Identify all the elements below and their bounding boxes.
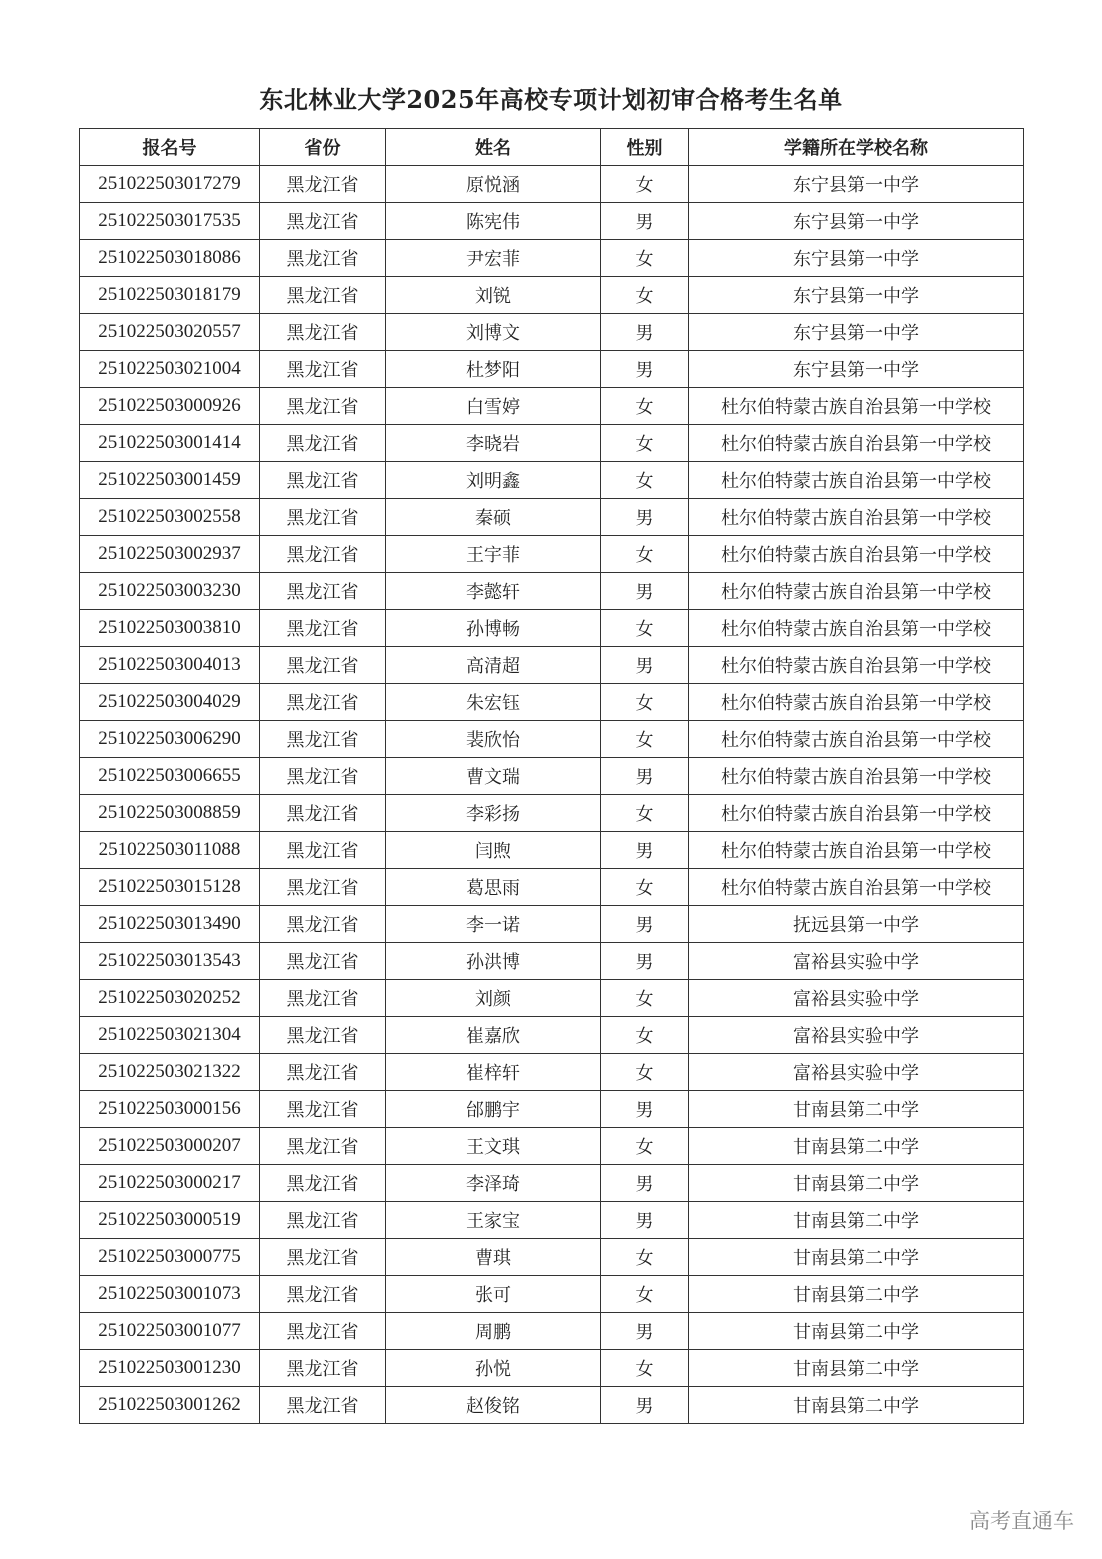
cell-province: 黑龙江省 [260,240,386,277]
cell-gender: 男 [601,1387,689,1424]
column-header-registration-number: 报名号 [80,129,260,166]
cell-name: 刘颜 [386,980,601,1017]
table-row [80,832,1024,869]
cell-school: 甘南县第二中学 [689,1276,1024,1313]
cell-name: 刘锐 [386,277,601,314]
cell-school: 富裕县实验中学 [689,1017,1024,1054]
cell-registration-number: 251022503000207 [80,1128,260,1165]
cell-province: 黑龙江省 [260,1017,386,1054]
table-row [80,425,1024,462]
cell-registration-number: 251022503000217 [80,1165,260,1202]
cell-province: 黑龙江省 [260,573,386,610]
cell-name: 邰鹏宇 [386,1091,601,1128]
cell-province: 黑龙江省 [260,166,386,203]
cell-name: 李一诺 [386,906,601,943]
cell-name: 李彩扬 [386,795,601,832]
table-row [80,1239,1024,1276]
page-title: 东北林业大学2025年高校专项计划初审合格考生名单 [259,85,843,114]
column-header-name: 姓名 [386,129,601,166]
cell-registration-number: 251022503001262 [80,1387,260,1424]
cell-province: 黑龙江省 [260,795,386,832]
table-row [80,536,1024,573]
cell-province: 黑龙江省 [260,1054,386,1091]
cell-school: 抚远县第一中学 [689,906,1024,943]
cell-name: 秦硕 [386,499,601,536]
cell-province: 黑龙江省 [260,758,386,795]
cell-gender: 女 [601,980,689,1017]
cell-name: 崔梓轩 [386,1054,601,1091]
cell-registration-number: 251022503001459 [80,462,260,499]
cell-gender: 男 [601,832,689,869]
cell-name: 闫煦 [386,832,601,869]
cell-name: 刘明鑫 [386,462,601,499]
cell-gender: 男 [601,943,689,980]
cell-province: 黑龙江省 [260,203,386,240]
column-header-gender: 性别 [601,129,689,166]
table-row [80,1313,1024,1350]
cell-school: 东宁县第一中学 [689,351,1024,388]
table-row [80,721,1024,758]
cell-gender: 女 [601,610,689,647]
table-row [80,1165,1024,1202]
cell-province: 黑龙江省 [260,388,386,425]
cell-gender: 男 [601,1165,689,1202]
cell-gender: 女 [601,721,689,758]
cell-gender: 女 [601,388,689,425]
table-row [80,1128,1024,1165]
candidate-table [79,128,1024,1424]
cell-registration-number: 251022503003230 [80,573,260,610]
cell-gender: 男 [601,647,689,684]
cell-name: 崔嘉欣 [386,1017,601,1054]
cell-province: 黑龙江省 [260,1128,386,1165]
cell-registration-number: 251022503018179 [80,277,260,314]
cell-registration-number: 251022503001073 [80,1276,260,1313]
cell-registration-number: 251022503001414 [80,425,260,462]
cell-school: 杜尔伯特蒙古族自治县第一中学校 [689,499,1024,536]
cell-province: 黑龙江省 [260,610,386,647]
cell-province: 黑龙江省 [260,462,386,499]
cell-school: 杜尔伯特蒙古族自治县第一中学校 [689,684,1024,721]
cell-name: 高清超 [386,647,601,684]
cell-province: 黑龙江省 [260,647,386,684]
cell-province: 黑龙江省 [260,684,386,721]
cell-gender: 女 [601,425,689,462]
cell-school: 杜尔伯特蒙古族自治县第一中学校 [689,462,1024,499]
cell-registration-number: 251022503000156 [80,1091,260,1128]
cell-province: 黑龙江省 [260,314,386,351]
cell-province: 黑龙江省 [260,1313,386,1350]
cell-gender: 女 [601,869,689,906]
cell-registration-number: 251022503000926 [80,388,260,425]
cell-registration-number: 251022503001077 [80,1313,260,1350]
cell-name: 白雪婷 [386,388,601,425]
table-row [80,906,1024,943]
cell-gender: 女 [601,1017,689,1054]
cell-gender: 男 [601,314,689,351]
table-row [80,758,1024,795]
cell-gender: 女 [601,1239,689,1276]
cell-registration-number: 251022503017535 [80,203,260,240]
cell-registration-number: 251022503006655 [80,758,260,795]
cell-name: 原悦涵 [386,166,601,203]
cell-name: 裴欣怡 [386,721,601,758]
table-row [80,869,1024,906]
cell-school: 东宁县第一中学 [689,240,1024,277]
table-row [80,203,1024,240]
cell-gender: 男 [601,351,689,388]
cell-gender: 女 [601,462,689,499]
cell-registration-number: 251022503011088 [80,832,260,869]
cell-school: 富裕县实验中学 [689,1054,1024,1091]
table-row [80,1276,1024,1313]
cell-registration-number: 251022503013543 [80,943,260,980]
cell-province: 黑龙江省 [260,721,386,758]
cell-gender: 女 [601,795,689,832]
cell-school: 甘南县第二中学 [689,1313,1024,1350]
cell-school: 杜尔伯特蒙古族自治县第一中学校 [689,647,1024,684]
cell-name: 赵俊铭 [386,1387,601,1424]
cell-registration-number: 251022503001230 [80,1350,260,1387]
cell-registration-number: 251022503018086 [80,240,260,277]
cell-school: 甘南县第二中学 [689,1202,1024,1239]
cell-school: 东宁县第一中学 [689,166,1024,203]
cell-school: 杜尔伯特蒙古族自治县第一中学校 [689,795,1024,832]
cell-gender: 男 [601,906,689,943]
cell-province: 黑龙江省 [260,1387,386,1424]
cell-registration-number: 251022503008859 [80,795,260,832]
table-row [80,1054,1024,1091]
cell-province: 黑龙江省 [260,1165,386,1202]
table-row [80,795,1024,832]
cell-registration-number: 251022503021304 [80,1017,260,1054]
cell-school: 杜尔伯特蒙古族自治县第一中学校 [689,425,1024,462]
cell-name: 周鹏 [386,1313,601,1350]
cell-province: 黑龙江省 [260,425,386,462]
cell-registration-number: 251022503004029 [80,684,260,721]
cell-name: 陈宪伟 [386,203,601,240]
cell-gender: 女 [601,1276,689,1313]
cell-school: 杜尔伯特蒙古族自治县第一中学校 [689,388,1024,425]
cell-name: 李泽琦 [386,1165,601,1202]
cell-name: 张可 [386,1276,601,1313]
cell-registration-number: 251022503015128 [80,869,260,906]
cell-school: 东宁县第一中学 [689,203,1024,240]
table-row [80,647,1024,684]
cell-name: 曹琪 [386,1239,601,1276]
cell-registration-number: 251022503000519 [80,1202,260,1239]
cell-name: 孙悦 [386,1350,601,1387]
cell-school: 杜尔伯特蒙古族自治县第一中学校 [689,758,1024,795]
cell-gender: 女 [601,1128,689,1165]
cell-registration-number: 251022503002558 [80,499,260,536]
cell-province: 黑龙江省 [260,980,386,1017]
cell-registration-number: 251022503002937 [80,536,260,573]
cell-registration-number: 251022503020252 [80,980,260,1017]
table-row [80,240,1024,277]
cell-name: 王文琪 [386,1128,601,1165]
cell-name: 王宇菲 [386,536,601,573]
cell-school: 杜尔伯特蒙古族自治县第一中学校 [689,573,1024,610]
table-row [80,277,1024,314]
cell-gender: 女 [601,166,689,203]
table-row [80,462,1024,499]
table-row [80,1091,1024,1128]
cell-name: 朱宏钰 [386,684,601,721]
table-row [80,166,1024,203]
cell-province: 黑龙江省 [260,1202,386,1239]
cell-province: 黑龙江省 [260,499,386,536]
cell-registration-number: 251022503013490 [80,906,260,943]
cell-gender: 女 [601,277,689,314]
cell-school: 杜尔伯特蒙古族自治县第一中学校 [689,832,1024,869]
cell-school: 甘南县第二中学 [689,1350,1024,1387]
cell-registration-number: 251022503021004 [80,351,260,388]
cell-name: 李懿轩 [386,573,601,610]
cell-province: 黑龙江省 [260,536,386,573]
column-header-school: 学籍所在学校名称 [689,129,1024,166]
cell-school: 甘南县第二中学 [689,1091,1024,1128]
cell-gender: 男 [601,1313,689,1350]
table-row [80,314,1024,351]
cell-province: 黑龙江省 [260,906,386,943]
cell-province: 黑龙江省 [260,351,386,388]
table-row [80,610,1024,647]
cell-name: 孙博畅 [386,610,601,647]
column-header-province: 省份 [260,129,386,166]
cell-school: 杜尔伯特蒙古族自治县第一中学校 [689,610,1024,647]
cell-registration-number: 251022503021322 [80,1054,260,1091]
cell-school: 东宁县第一中学 [689,277,1024,314]
cell-registration-number: 251022503017279 [80,166,260,203]
cell-gender: 女 [601,1350,689,1387]
cell-gender: 女 [601,240,689,277]
cell-province: 黑龙江省 [260,1350,386,1387]
cell-school: 杜尔伯特蒙古族自治县第一中学校 [689,869,1024,906]
cell-province: 黑龙江省 [260,943,386,980]
cell-gender: 女 [601,684,689,721]
cell-school: 富裕县实验中学 [689,980,1024,1017]
cell-school: 甘南县第二中学 [689,1128,1024,1165]
cell-name: 尹宏菲 [386,240,601,277]
cell-registration-number: 251022503004013 [80,647,260,684]
cell-province: 黑龙江省 [260,277,386,314]
table-row [80,943,1024,980]
table-row [80,1387,1024,1424]
cell-school: 富裕县实验中学 [689,943,1024,980]
table-row [80,1202,1024,1239]
cell-school: 甘南县第二中学 [689,1387,1024,1424]
table-body [80,166,1024,1424]
cell-gender: 男 [601,203,689,240]
cell-province: 黑龙江省 [260,1276,386,1313]
cell-school: 甘南县第二中学 [689,1239,1024,1276]
cell-school: 甘南县第二中学 [689,1165,1024,1202]
cell-name: 孙洪博 [386,943,601,980]
cell-province: 黑龙江省 [260,1239,386,1276]
cell-school: 杜尔伯特蒙古族自治县第一中学校 [689,721,1024,758]
table-row [80,573,1024,610]
cell-name: 曹文瑞 [386,758,601,795]
table-row [80,980,1024,1017]
cell-gender: 男 [601,499,689,536]
cell-gender: 男 [601,1202,689,1239]
cell-gender: 男 [601,573,689,610]
cell-gender: 男 [601,1091,689,1128]
table-row [80,1017,1024,1054]
cell-school: 东宁县第一中学 [689,314,1024,351]
table-row [80,1350,1024,1387]
cell-province: 黑龙江省 [260,1091,386,1128]
cell-registration-number: 251022503000775 [80,1239,260,1276]
cell-province: 黑龙江省 [260,832,386,869]
table-header-row [80,129,1024,166]
cell-registration-number: 251022503003810 [80,610,260,647]
cell-name: 杜梦阳 [386,351,601,388]
cell-name: 王家宝 [386,1202,601,1239]
table-row [80,684,1024,721]
table-row [80,388,1024,425]
cell-registration-number: 251022503006290 [80,721,260,758]
cell-gender: 女 [601,1054,689,1091]
table-row [80,499,1024,536]
cell-gender: 男 [601,758,689,795]
cell-name: 李晓岩 [386,425,601,462]
watermark: 高考直通车 [969,1509,1074,1533]
cell-name: 刘博文 [386,314,601,351]
cell-name: 葛思雨 [386,869,601,906]
cell-registration-number: 251022503020557 [80,314,260,351]
table-row [80,351,1024,388]
cell-school: 杜尔伯特蒙古族自治县第一中学校 [689,536,1024,573]
cell-gender: 女 [601,536,689,573]
cell-province: 黑龙江省 [260,869,386,906]
